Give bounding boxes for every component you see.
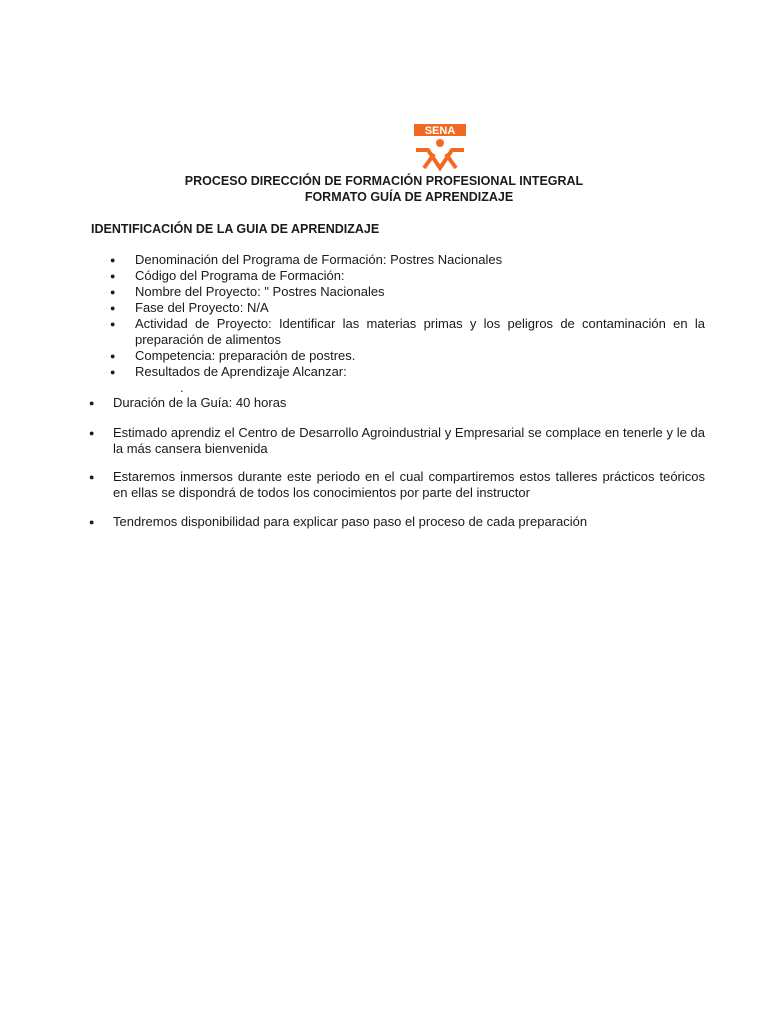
workshops-item: ● Estaremos inmersos durante este periodo en el cual compartiremos estos talleres prácticos teóricos en ellas se dispondrá de todos los conocimientos por parte del instructor bbox=[91, 469, 705, 501]
list-item: ● Competencia: preparación de postres. bbox=[91, 348, 705, 364]
welcome-item: ● Estimado aprendiz el Centro de Desarrollo Agroindustrial y Empresarial se complace en tenerle y le da la más cansera bienvenida bbox=[91, 425, 705, 457]
stray-dot: . bbox=[180, 380, 184, 395]
duration-item: ● Duración de la Guía: 40 horas bbox=[91, 395, 705, 411]
header-format-title: FORMATO GUÍA DE APRENDIZAJE bbox=[304, 190, 514, 204]
svg-text:SENA: SENA bbox=[424, 125, 456, 137]
identification-list bbox=[91, 252, 705, 380]
list-item: ● Nombre del Proyecto: " Postres Nacionales bbox=[91, 284, 705, 300]
list-item: ● Fase del Proyecto: N/A bbox=[91, 300, 705, 316]
header-process-title: PROCESO DIRECCIÓN DE FORMACIÓN PROFESIONAL INTEGRAL bbox=[184, 174, 584, 188]
list-item: ● Resultados de Aprendizaje Alcanzar: bbox=[91, 364, 705, 380]
list-item: ● Código del Programa de Formación: bbox=[91, 268, 705, 284]
section-title: IDENTIFICACIÓN DE LA GUIA DE APRENDIZAJE bbox=[91, 222, 380, 236]
list-item: ● Denominación del Programa de Formación: Postres Nacionales bbox=[91, 252, 705, 268]
list-item: ● Actividad de Proyecto: Identificar las materias primas y los peligros de contaminación en la preparación de alimentos bbox=[91, 316, 705, 348]
availability-item: ● Tendremos disponibilidad para explicar paso paso el proceso de cada preparación bbox=[91, 514, 705, 530]
sena-logo bbox=[412, 124, 470, 172]
